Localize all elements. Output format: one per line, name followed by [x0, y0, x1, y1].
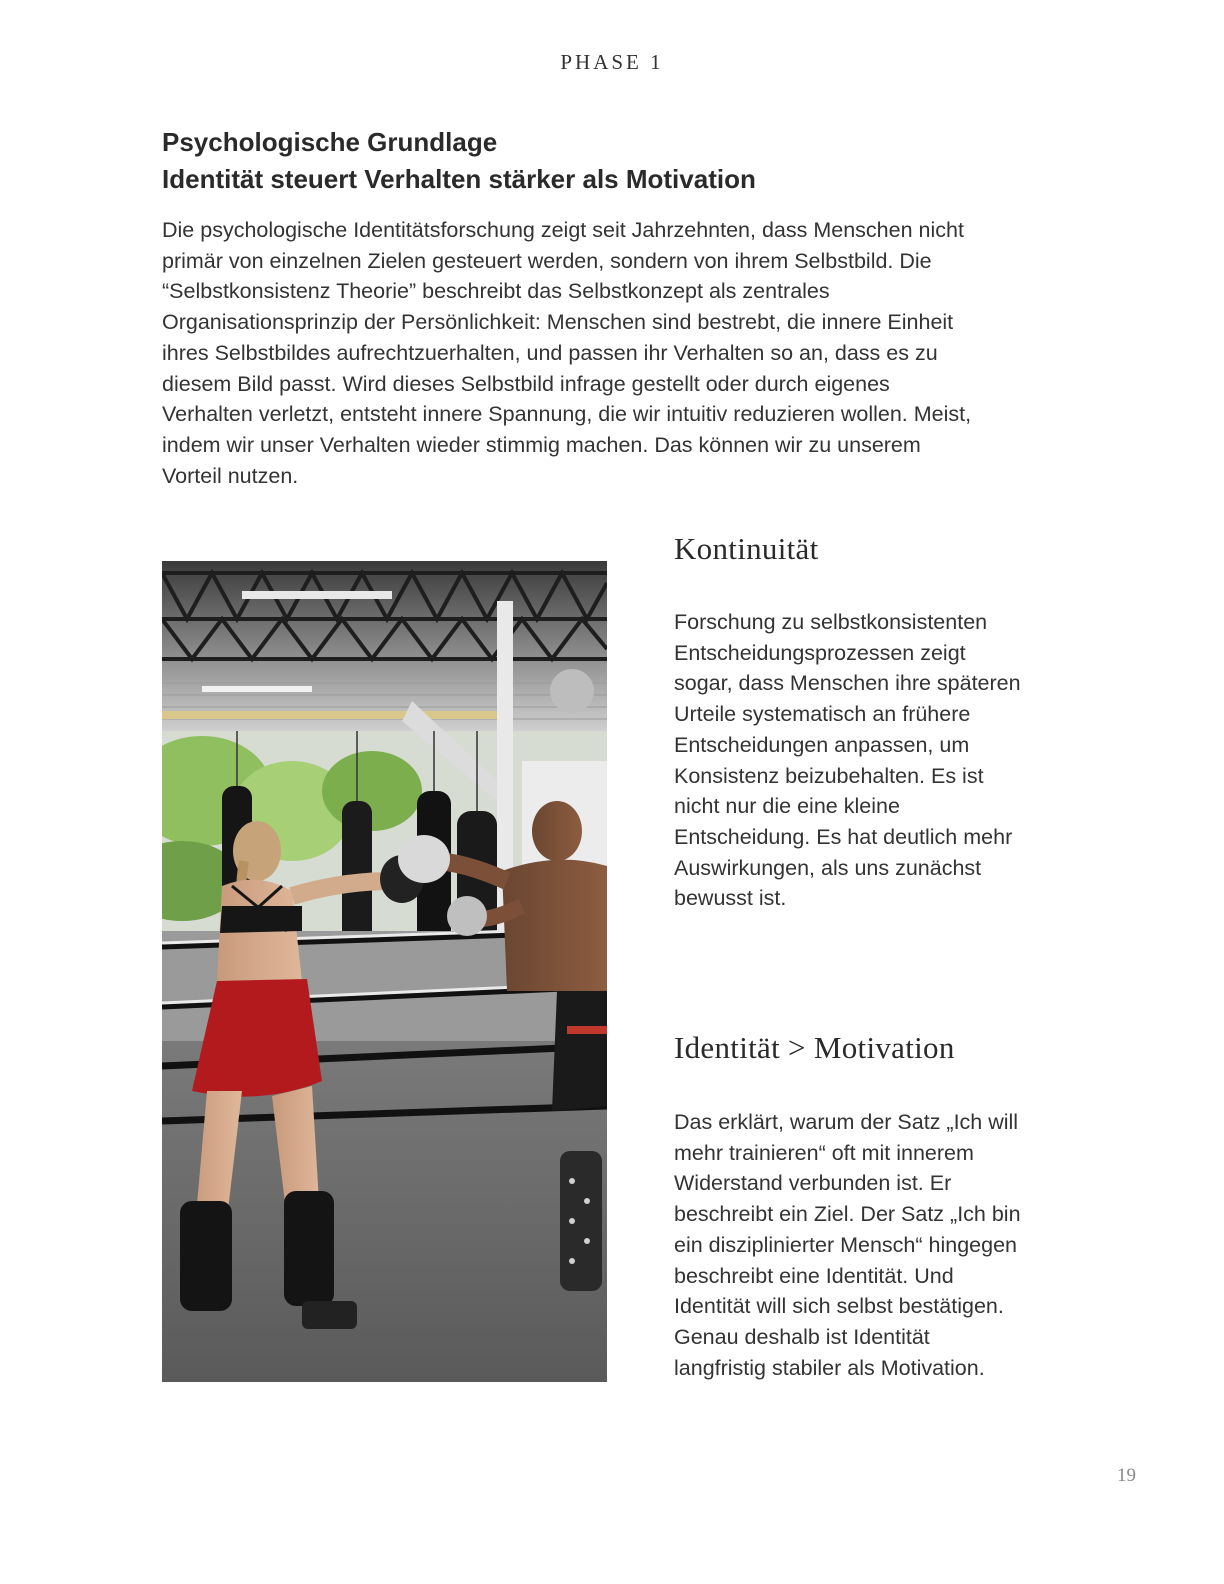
body-line: Auswirkungen, als uns zunächst: [674, 855, 982, 880]
body-line: Konsistenz beizubehalten. Es ist: [674, 763, 984, 788]
muay-thai-training-photo: [162, 561, 607, 1382]
body-line: Forschung zu selbstkonsistenten: [674, 610, 988, 634]
intro-line: Verhalten verletzt, entsteht innere Spannung, die wir intuitiv reduzieren wollen. Meist,: [162, 402, 972, 427]
body-line: Identität will sich selbst bestätigen.: [674, 1294, 1004, 1319]
body-line: sogar, dass Menschen ihre späteren: [674, 671, 1021, 696]
body-line: beschreibt ein Ziel. Der Satz „Ich bin: [674, 1202, 1021, 1227]
body-line: Entscheidungen anpassen, um: [674, 732, 970, 757]
intro-line: ihres Selbstbildes aufrechtzuerhalten, und passen ihr Verhalten so an, dass es zu: [162, 340, 938, 365]
body-line: Genau deshalb ist Identität: [674, 1324, 930, 1349]
body-line: Entscheidung. Es hat deutlich mehr: [674, 824, 1013, 849]
body-line: Entscheidungsprozessen zeigt: [674, 640, 966, 665]
body-line: langfristig stabiler als Motivation.: [674, 1355, 985, 1380]
body-line: Urteile systematisch an frühere: [674, 702, 971, 727]
intro-paragraph: [162, 215, 1062, 491]
phase-label: PHASE 1: [560, 50, 664, 74]
intro-line: “Selbstkonsistenz Theorie” beschreibt das Selbstkonzept als zentrales: [162, 279, 830, 304]
body-line: Widerstand verbunden ist. Er: [674, 1171, 952, 1196]
section-heading: [162, 124, 1062, 198]
body-line: ein disziplinierter Mensch“ hingegen: [674, 1232, 1017, 1257]
section-body-identitaet-motivation: [674, 1107, 1094, 1383]
page-number: 19: [1117, 1465, 1136, 1486]
body-line: bewusst ist.: [674, 886, 787, 911]
section-body-kontinuitaet: [674, 607, 1094, 914]
body-line: nicht nur die eine kleine: [674, 794, 900, 819]
intro-line: primär von einzelnen Zielen gesteuert werden, sondern von ihrem Selbstbild. Die: [162, 248, 932, 273]
body-line: Das erklärt, warum der Satz „Ich will: [674, 1110, 1019, 1134]
intro-line: Organisationsprinzip der Persönlichkeit: Menschen sind bestrebt, die innere Einheit: [162, 310, 954, 335]
section-title-identitaet-motivation: Identität > Motivation: [674, 1030, 955, 1065]
body-line: beschreibt eine Identität. Und: [674, 1263, 954, 1288]
section-title-kontinuitaet: Kontinuität: [674, 531, 819, 566]
body-line: mehr trainieren“ oft mit innerem: [674, 1140, 974, 1165]
intro-line: Die psychologische Identitätsforschung zeigt seit Jahrzehnten, dass Menschen nicht: [162, 218, 964, 242]
intro-line: indem wir unser Verhalten wieder stimmig machen. Das können wir zu unserem: [162, 432, 921, 457]
heading-line-1: Psychologische Grundlage: [162, 127, 498, 157]
intro-line: Vorteil nutzen.: [162, 463, 299, 488]
intro-line: diesem Bild passt. Wird dieses Selbstbild infrage gestellt oder durch eigenes: [162, 371, 890, 396]
heading-line-2: Identität steuert Verhalten stärker als Motivation: [162, 164, 756, 194]
